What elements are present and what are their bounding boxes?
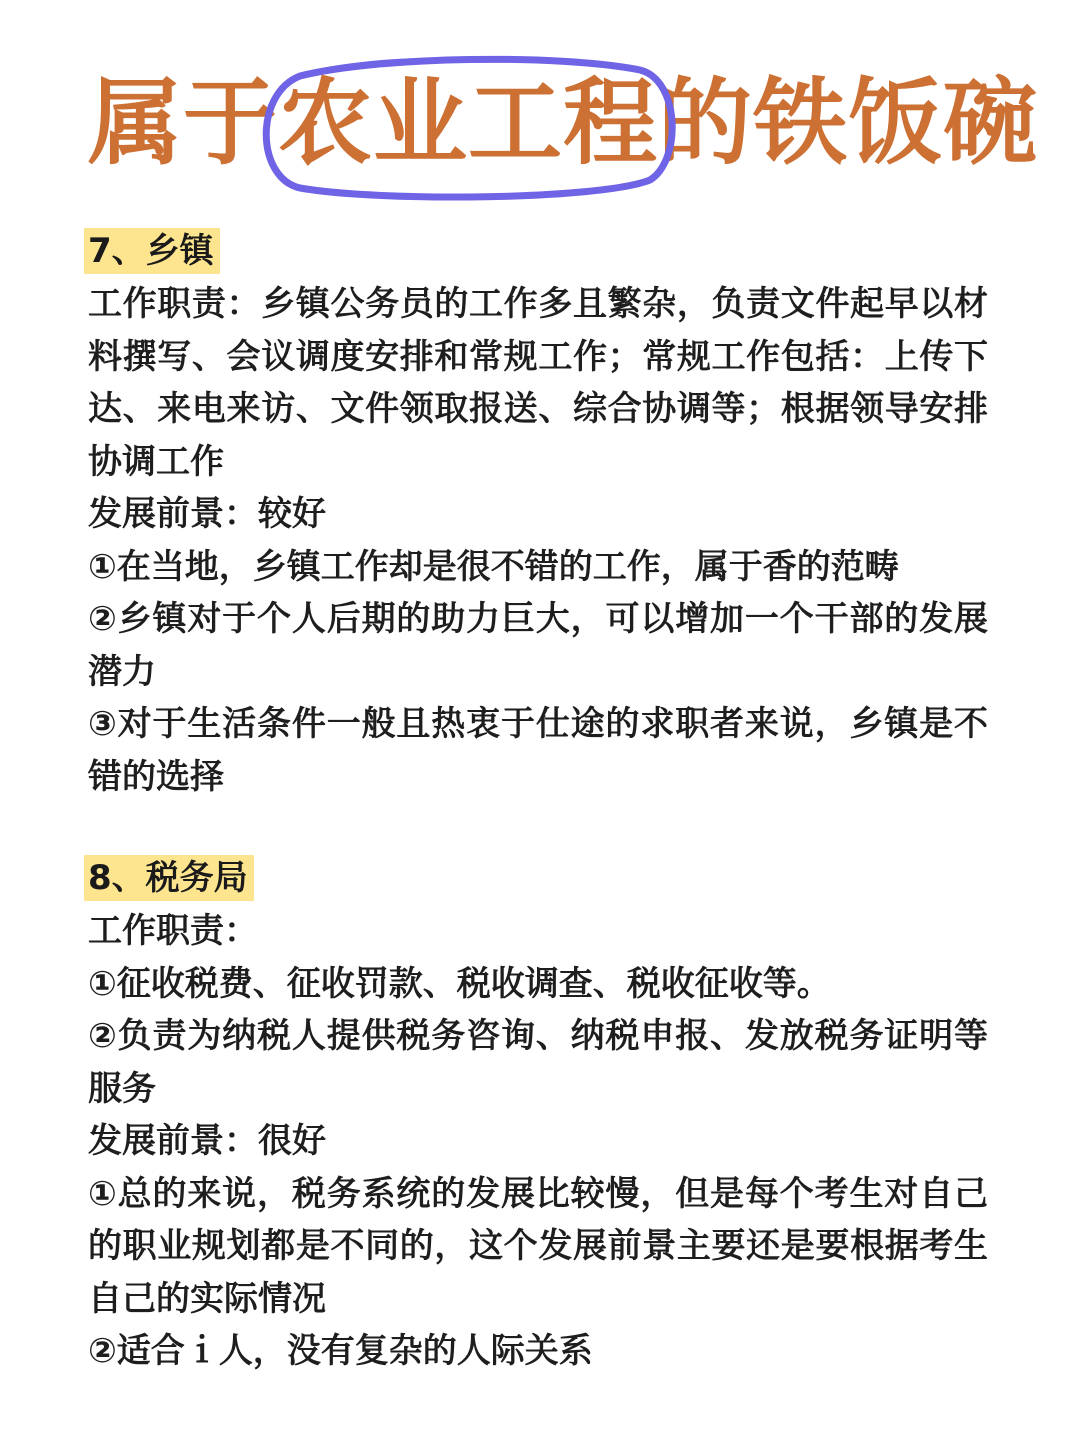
prospect-summary: 发展前景：很好 [88, 1121, 326, 1161]
duty-point-2: ②负责为纳税人提供税务咨询、纳税申报、发放税务证明等服务 [88, 1016, 988, 1109]
section-township [88, 228, 988, 803]
section-heading: 8、税务局 [84, 855, 254, 901]
section-heading: 7、乡镇 [84, 228, 220, 274]
duty-point-1: ①征收税费、征收罚款、税收调查、税收征收等。 [88, 963, 831, 1004]
article-body [88, 228, 988, 1378]
prospect-point-2: ②适合ｉ人，没有复杂的人际关系 [88, 1331, 593, 1371]
page-title: 属于农业工程的铁饭碗 [88, 69, 1039, 178]
section-tax-bureau [88, 855, 988, 1378]
prospect-point-1: ①在当地，乡镇工作却是很不错的工作，属于香的范畴 [88, 546, 899, 587]
prospect-point-3: ③对于生活条件一般且热衷于仕途的求职者来说，乡镇是不错的选择 [88, 704, 988, 797]
prospect-point-1: ①总的来说，税务系统的发展比较慢，但是每个考生对自己的职业规划都是不同的，这个发展前景主要还是要根据考生自己的实际情况 [88, 1173, 988, 1319]
job-duties-label: 工作职责： [88, 911, 258, 951]
prospect-point-2: ②乡镇对于个人后期的助力巨大，可以增加一个干部的发展潜力 [88, 599, 988, 692]
title-area [0, 50, 1080, 210]
prospect-summary: 发展前景：较好 [88, 494, 326, 534]
job-duties: 工作职责：乡镇公务员的工作多且繁杂，负责文件起早以材料撰写、会议调度安排和常规工作；常规工作包括：上传下达、来电来访、文件领取报送、综合协调等；根据领导安排协调工作 [88, 284, 988, 482]
